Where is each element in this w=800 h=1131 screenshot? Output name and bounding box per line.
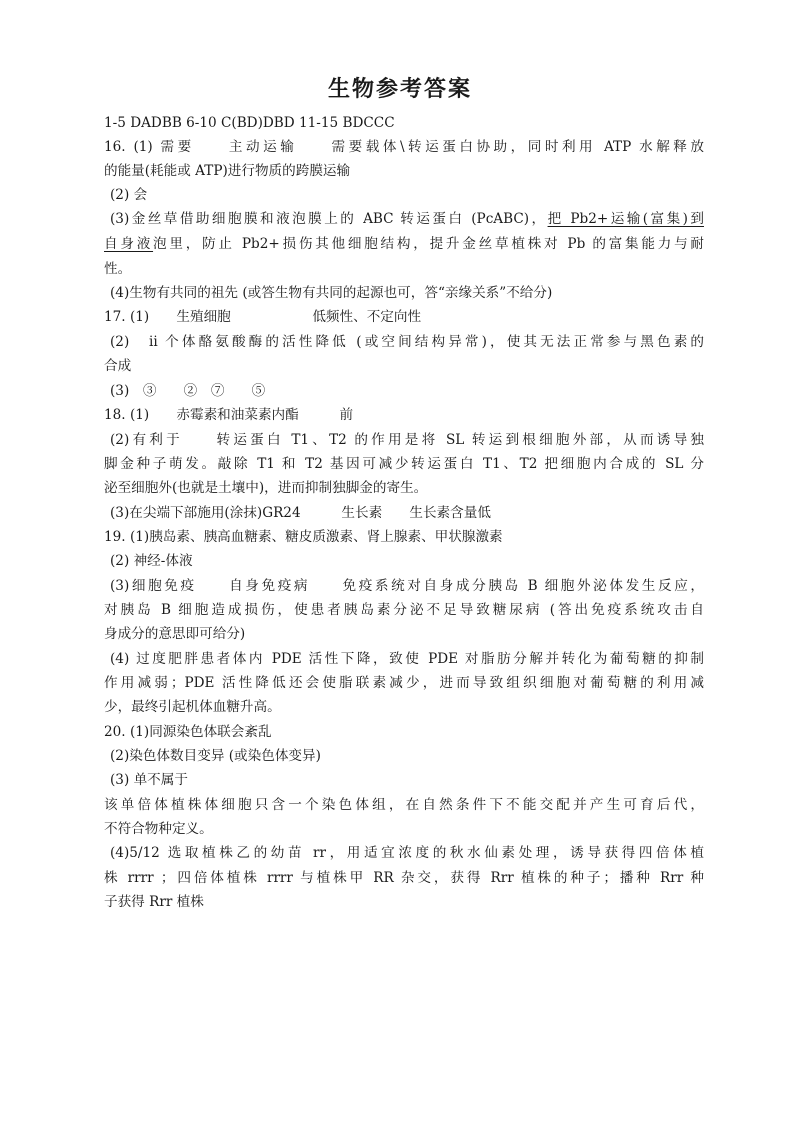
q19-line: 19. (1)胰岛素、胰高血糖素、糖皮质激素、肾上腺素、甲状腺激素 xyxy=(104,529,503,545)
q19-line: (4) 过度肥胖患者体内 PDE 活性下降，致使 PDE 对脂肪分解并转化为葡萄糖的抑制 xyxy=(110,651,704,667)
q18-line: (2)有利于 转运蛋白 T1、T2 的作用是将 SL 转运到根细胞外部，从而诱导独 xyxy=(110,432,704,448)
q19-line: 作用减弱；PDE 活性降低还会使脂联素减少，进而导致组织细胞对葡萄糖的利用减 xyxy=(104,675,704,691)
q19-line: 身成分的意思即可给分) xyxy=(104,626,246,642)
q20-line: (2)染色体数目变异 (或染色体变异) xyxy=(110,748,321,764)
q16-line: 自身液泡里，防止 Pb2+损伤其他细胞结构，提升金丝草植株对 Pb 的富集能力与耐 xyxy=(104,236,705,252)
q19-line: (3)细胞免疫 自身免疫病 免疫系统对自身成分胰岛 B 细胞外泌体发生反应， xyxy=(110,578,704,594)
q18-line: 18. (1) 赤霉素和油菜素内酯 前 xyxy=(104,407,354,423)
q18-line: 泌至细胞外(也就是土壤中)，进而抑制独脚金的寄生。 xyxy=(104,480,428,496)
q20-line: 20. (1)同源染色体联会紊乱 xyxy=(104,724,272,740)
q16-line: 的能量(耗能或 ATP)进行物质的跨膜运输 xyxy=(104,163,351,179)
q17-line: 合成 xyxy=(104,358,132,374)
q16-line: (4)生物有共同的祖先 (或答生物有共同的起源也可，答“亲缘关系”不给分) xyxy=(110,285,553,301)
q16-line: 性。 xyxy=(104,261,132,277)
q20-line: (4)5/12 选取植株乙的幼苗 rr，用适宜浓度的秋水仙素处理，诱导获得四倍体植 xyxy=(110,845,704,861)
mcq-answers: 1-5 DADBB 6-10 C(BD)DBD 11-15 BDCCC xyxy=(104,115,395,131)
q20-line: 子获得 Rrr 植株 xyxy=(104,894,204,910)
underlined-text: 把 Pb2+运输(富集)到 xyxy=(547,211,704,227)
q18-line: (3)在尖端下部施用(涂抹)GR24 生长素 生长素含量低 xyxy=(110,505,491,521)
q19-line: 对胰岛 B 细胞造成损伤，使患者胰岛素分泌不足导致糖尿病 (答出免疫系统攻击自 xyxy=(104,602,704,618)
q19-line: 少，最终引起机体血糖升高。 xyxy=(104,699,281,715)
q19-line: (2) 神经-体液 xyxy=(110,553,193,569)
q20-line: (3) 单不属于 xyxy=(110,772,188,788)
q16-line: (2) 会 xyxy=(110,187,148,203)
q17-line: (3) ③ ② ⑦ ⑤ xyxy=(110,383,266,399)
underlined-text: 自身液 xyxy=(104,236,154,252)
page-title: 生物参考答案 xyxy=(327,77,472,102)
q17-line: 17. (1) 生殖细胞 低频性、不定向性 xyxy=(104,309,422,325)
q17-line: (2) ii 个体酪氨酸酶的活性降低 (或空间结构异常)，使其无法正常参与黑色素的 xyxy=(110,334,704,350)
q16-line: (3)金丝草借助细胞膜和液泡膜上的 ABC 转运蛋白 (PcABC)，把 Pb2+运输(富集)到 xyxy=(110,211,704,227)
q20-line: 该单倍体植株体细胞只含一个染色体组，在自然条件下不能交配并产生可育后代， xyxy=(104,797,704,813)
q20-line: 不符合物种定义。 xyxy=(104,821,213,837)
q18-line: 脚金种子萌发。敲除 T1 和 T2 基因可减少转运蛋白 T1、T2 把细胞内合成的 SL 分 xyxy=(104,456,704,472)
q16-line: 16. (1) 需要 主动运输 需要载体\转运蛋白协助，同时利用 ATP 水解释放 xyxy=(104,139,704,155)
q20-line: 株 rrrr ；四倍体植株 rrrr 与植株甲 RR 杂交，获得 Rrr 植株的种子；播种 Rrr 种 xyxy=(104,870,704,886)
